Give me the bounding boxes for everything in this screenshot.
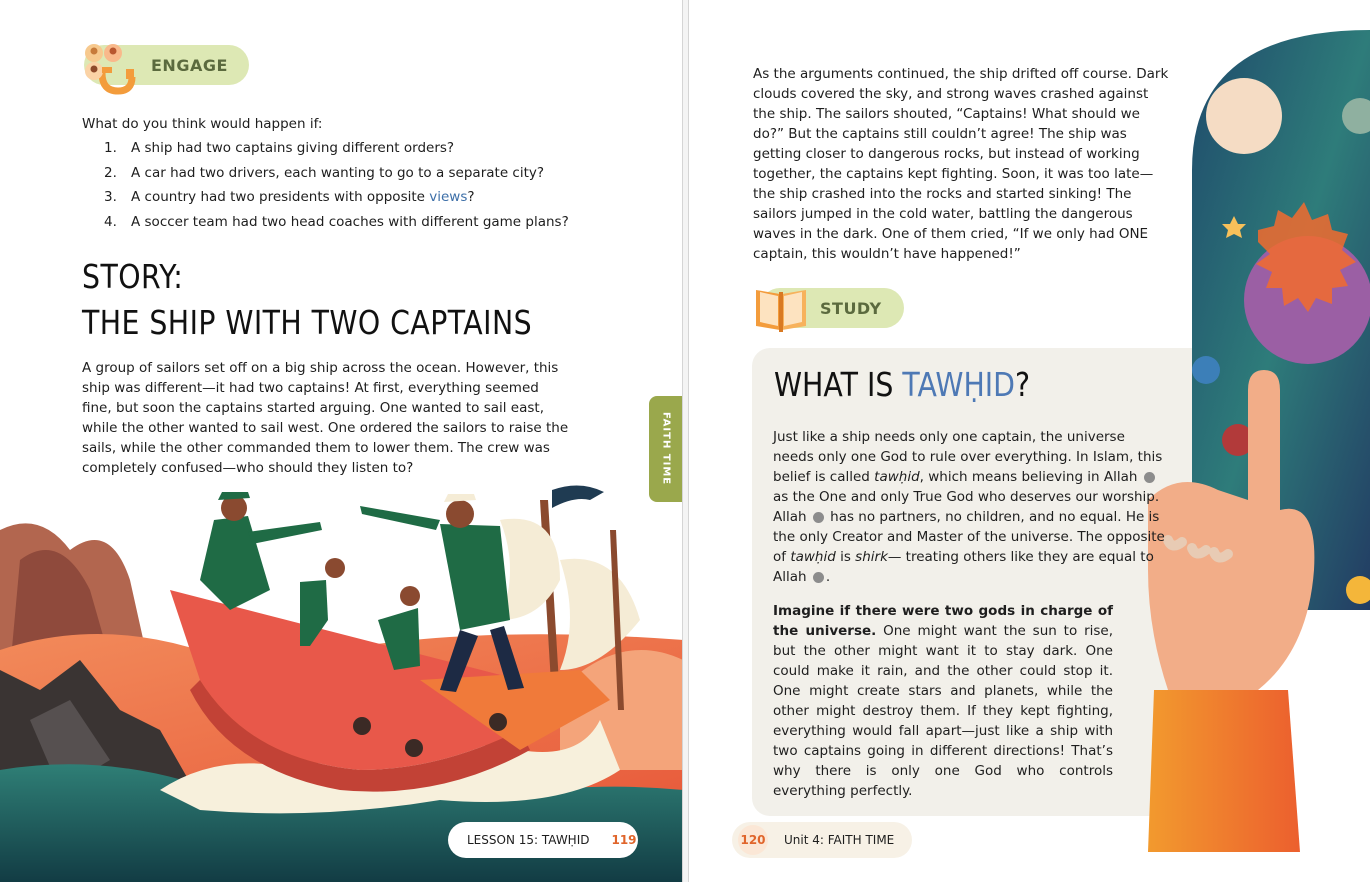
list-item: 1. A ship had two captains giving different orders?: [104, 140, 455, 156]
people-magnet-icon: [80, 39, 138, 97]
story-title: STORY: THE SHIP WITH TWO CAPTAINS: [82, 257, 533, 342]
page-number: 120: [738, 825, 768, 855]
unit-label: Unit 4: FAITH TIME: [784, 833, 895, 847]
study-badge: [760, 288, 904, 328]
open-book-icon: [752, 282, 810, 334]
list-item: 4. A soccer team had two head coaches with different game plans?: [104, 213, 569, 230]
lesson-label: LESSON 15: TAWḤID: [467, 833, 590, 847]
footer-lesson: [448, 822, 638, 858]
story-paragraph: A group of sailors set off on a big ship across the ocean. However, this ship was different—it had two captains! At first, everything seemed fine, but soon the captains started arguing. One wanted to sail east, while the other wanted to sail west. One ordered the sailors to raise the sails, while the other commanded them to lower them. The crew was completely confused—who should they listen to?: [82, 360, 569, 476]
story-continuation: As the arguments continued, the ship drifted off course. Dark clouds covered the sky, and strong waves crashed against the ship. The sailors shouted, “Captains! What should we do?” But the captains still couldn’t agree! The ship was getting closer to dangerous rocks, but instead of working together, the captains kept fighting. Soon, it was too late—the ship crashed into the rocks and started sinking! The sailors jumped in the cold water, battling the dangerous waves in the dark. One of them cried, “If we only had ONE captain, this wouldn’t have happened!”: [753, 66, 1169, 262]
study-label: STUDY: [820, 298, 882, 318]
page-number: 119: [611, 833, 637, 847]
faith-time-tab[interactable]: FAITH TIME: [649, 396, 683, 502]
honorific-icon: [1144, 472, 1155, 483]
ship-illustration: [0, 470, 683, 882]
list-item: 2. A car had two drivers, each wanting to go to a separate city?: [104, 164, 545, 181]
honorific-icon: [813, 512, 824, 523]
footer-unit: [732, 822, 912, 858]
questions-intro: What do you think would happen if:: [82, 116, 323, 132]
engage-badge: [84, 45, 249, 85]
engage-label: ENGAGE: [151, 55, 228, 75]
honorific-icon: [813, 572, 824, 583]
study-title: WHAT IS TAWḤID?: [774, 365, 1031, 404]
list-item: 3. A country had two presidents with opposite views?: [104, 189, 475, 205]
left-page: [0, 0, 683, 882]
study-paragraph-2: Imagine if there were two gods in charge of the universe. One might want the sun to rise, but the other might want it to stay dark. One could make it rain, and the other could stop it. One might create stars and planets, while the other might destroy them. If they kept fighting, everything would fall apart—just like a ship with two captains going in different directions! That’s why there is only one God who controls everything perfectly.: [773, 603, 1113, 799]
views-link[interactable]: views: [429, 189, 468, 205]
cosmos-hand-illustration: [1148, 30, 1370, 852]
study-paragraph-1: Just like a ship needs only one captain, the universe needs only one God to rule over everything. In Islam, this belief is called tawḥid, which means believing in Allah as the One and only True God who deserves our worship. Allah has no partners, no children, and no equal. He is the only Creator and Master of the universe. The opposite of tawḥid is shirk— treating others like they are equal to Allah .: [773, 429, 1165, 585]
questions-list: [104, 140, 569, 238]
